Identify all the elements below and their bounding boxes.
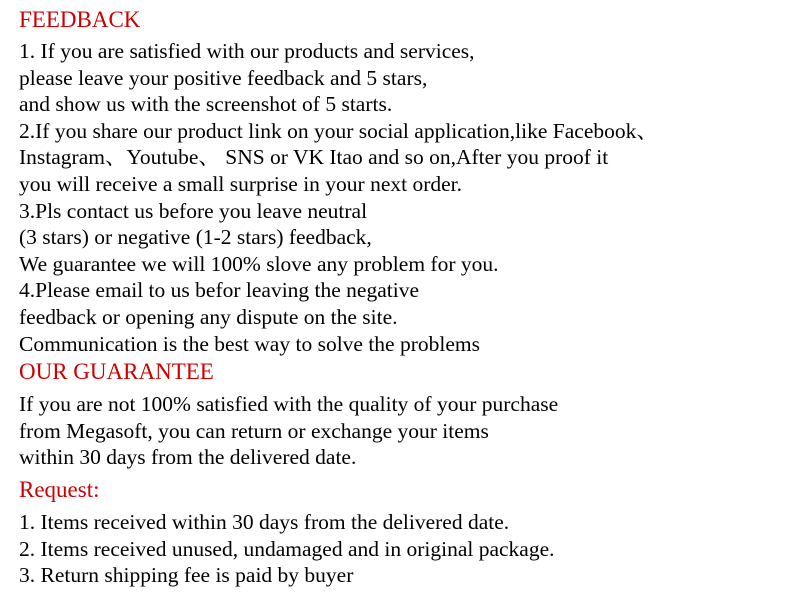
feedback-line: Instagram、Youtube、 SNS or VK Itao and so on,After you proof it bbox=[19, 145, 609, 170]
guarantee-line: from Megasoft, you can return or exchange your items bbox=[19, 418, 489, 443]
feedback-line: 3.Pls contact us before you leave neutral bbox=[19, 198, 368, 223]
request-line: 2. Items received unused, undamaged and in original package. bbox=[19, 536, 555, 561]
feedback-line: feedback or opening any dispute on the site. bbox=[19, 304, 398, 329]
request-line: 1. Items received within 30 days from the delivered date. bbox=[19, 509, 510, 534]
guarantee-heading: OUR GUARANTEE bbox=[19, 359, 214, 385]
feedback-line: Communication is the best way to solve the problems bbox=[19, 331, 480, 356]
policy-document bbox=[19, 6, 794, 589]
feedback-line: and show us with the screenshot of 5 starts. bbox=[19, 92, 393, 117]
request-heading: Request: bbox=[19, 476, 100, 502]
feedback-line: 2.If you share our product link on your social application,like Facebook、 bbox=[19, 118, 658, 143]
request-line: 3. Return shipping fee is paid by buyer bbox=[19, 563, 354, 588]
feedback-line: 1. If you are satisfied with our products and services, bbox=[19, 39, 475, 63]
feedback-line: 4.Please email to us befor leaving the negative bbox=[19, 278, 420, 303]
feedback-line: We guarantee we will 100% slove any problem for you. bbox=[19, 251, 499, 276]
feedback-line: please leave your positive feedback and 5 stars, bbox=[19, 65, 428, 90]
feedback-section bbox=[19, 38, 794, 357]
feedback-line: you will receive a small surprise in your next order. bbox=[19, 171, 463, 196]
feedback-line: (3 stars) or negative (1-2 stars) feedback, bbox=[19, 225, 372, 250]
guarantee-section bbox=[19, 391, 794, 471]
feedback-heading: FEEDBACK bbox=[19, 7, 141, 32]
request-section bbox=[19, 509, 794, 589]
guarantee-line: within 30 days from the delivered date. bbox=[19, 445, 357, 470]
guarantee-line: If you are not 100% satisfied with the quality of your purchase bbox=[19, 392, 559, 417]
